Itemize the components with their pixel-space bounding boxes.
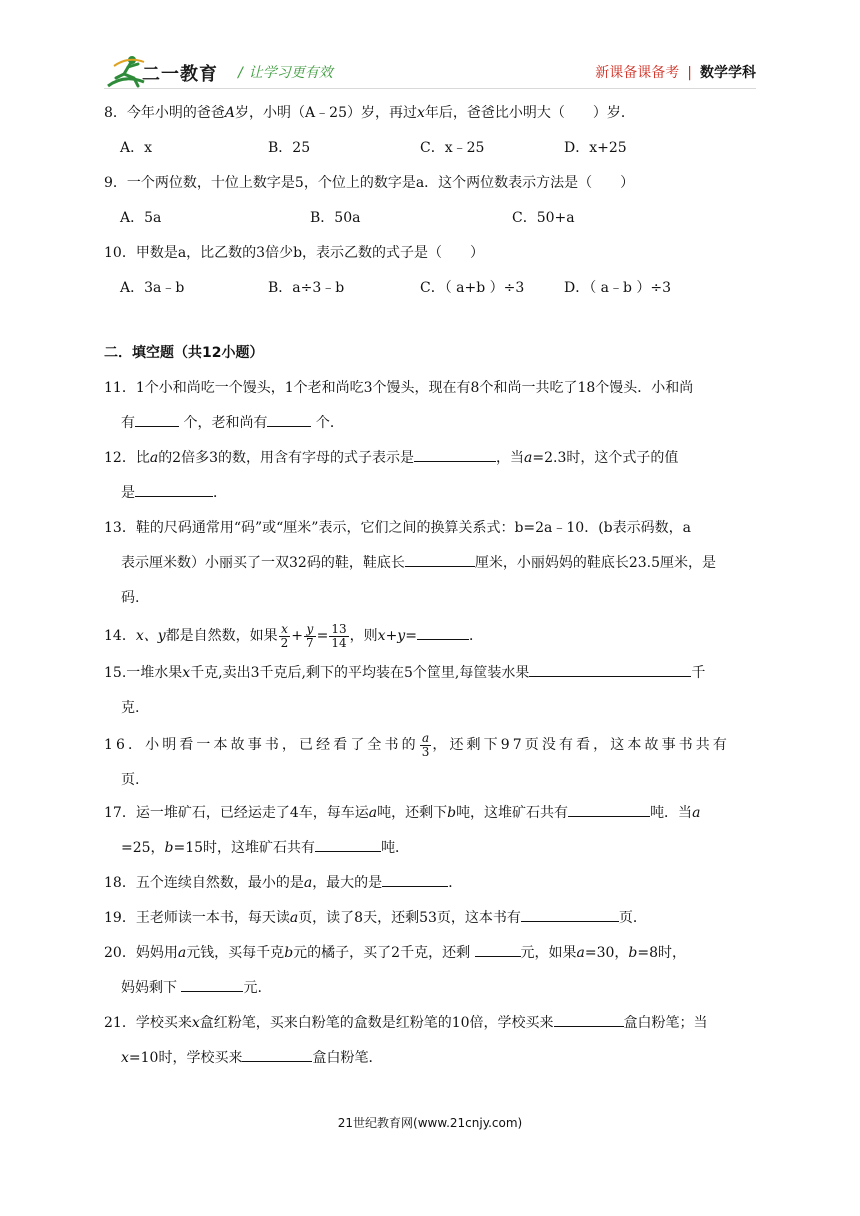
fraction: $\frac{13}{14}$ [331,621,347,650]
answer-blank[interactable] [529,660,691,677]
answer-blank[interactable] [554,1010,624,1027]
question-10-options [104,271,764,306]
question-20: 20．妈妈用a元钱，买每千克b元的橘子，买了2千克，还剩 元，如果a=30，b=8时， 妈妈剩下 元. [104,936,764,1006]
option-c[interactable]: C．（ a+b ）÷3 [420,280,525,296]
question-16: 16．小明看一本故事书，已经看了全书的 $\frac{a}{3}$ ，还剩下97页没有看，这本故事书共有 页. [104,730,730,788]
section-heading: 二．填空题（共12小题） [104,345,264,361]
slogan: / 让学习更有效 [238,65,333,81]
question-12: 12．比a的2倍多3的数，用含有字母的式子表示是 ，当a=2.3时，这个式子的值 是 ． [104,441,764,511]
question-11: 11．1个小和尚吃一个馒头，1个老和尚吃3个馒头，现在有8个和尚一共吃了18个馒头．小和尚 有 个，老和尚有 个． [104,380,694,431]
question-9: 9．一个两位数，十位上数字是5，个位上的数字是a．这个两位数表示方法是（ ） [104,175,635,191]
option-b[interactable]: B．a÷3﹣b [268,280,345,296]
answer-blank[interactable] [135,410,179,427]
answer-blank[interactable] [475,940,521,957]
question-21: 21．学校买来x盒红粉笔，买来白粉笔的盒数是红粉笔的10倍，学校买来 盒白粉笔；当 x=10时，学校买来 盒白粉笔． [104,1006,764,1076]
logo-text: 二一教育 [142,64,218,85]
answer-blank[interactable] [267,410,311,427]
option-d[interactable]: D．x+25 [564,140,627,156]
answer-blank[interactable] [417,623,469,640]
question-17: 17．运一堆矿石，已经运走了4车，每车运a吨，还剩下b吨，这堆矿石共有 吨．当a =25，b=15时，这堆矿石共有 吨． [104,796,764,866]
answer-blank[interactable] [135,480,213,497]
question-19: 19．王老师读一本书，每天读a页，读了8天，还剩53页，这本书有 页． [104,901,764,936]
option-a[interactable]: A．5a [120,210,162,226]
option-b[interactable]: B．25 [268,140,311,156]
question-8: 8．今年小明的爸爸A岁，小明（A﹣25）岁，再过x年后，爸爸比小明大（ ）岁． [104,105,635,121]
question-15: 15.一堆水果x千克,卖出3千克后,剩下的平均装在5个筐里,每筐装水果 千 克. [104,656,764,726]
option-a[interactable]: A．3a﹣b [120,280,185,296]
answer-blank[interactable] [521,905,619,922]
fraction: $\frac{x}{2}$ [280,621,289,650]
question-14: 14．x、y都是自然数，如果 $\frac{x}{2}$ + $\frac{y}{7}$ = $\frac{13}{14}$ ，则x+y= ． [104,621,483,650]
question-content [104,96,764,1076]
question-13: 13．鞋的尺码通常用“码”或“厘米”表示，它们之间的换算关系式：b=2a﹣10．(b表示码数，a 表示厘米数）小丽买了一双32码的鞋，鞋底长 厘米，小丽妈妈的鞋底长23.5厘米，是 码. [104,520,716,606]
option-c[interactable]: C．50+a [512,210,575,226]
question-8-options [104,131,764,166]
header-course-label: 新课备课备考 [595,65,680,81]
fraction: $\frac{a}{3}$ [421,730,430,759]
answer-blank[interactable] [405,550,475,567]
header-divider [104,88,756,89]
question-18: 18．五个连续自然数，最小的是a，最大的是 ． [104,866,764,901]
answer-blank[interactable] [414,445,496,462]
answer-blank[interactable] [382,870,448,887]
header-right: 新课备课备考 | 数学学科 [595,65,756,81]
option-c[interactable]: C．x﹣25 [420,140,485,156]
option-b[interactable]: B．50a [310,210,361,226]
option-a[interactable]: A．x [120,140,153,156]
page-footer: 21世纪教育网(www.21cnjy.com) [337,1116,523,1130]
option-d[interactable]: D．（ a﹣b ）÷3 [564,280,672,296]
answer-blank[interactable] [181,975,243,992]
fraction: $\frac{y}{7}$ [306,621,314,650]
answer-blank[interactable] [568,800,650,817]
question-9-options [104,201,764,236]
page-header [0,0,860,95]
question-10: 10．甲数是a，比乙数的3倍少b，表示乙数的式子是（ ） [104,245,485,261]
header-subject-label: 数学学科 [700,65,756,81]
answer-blank[interactable] [242,1045,312,1062]
answer-blank[interactable] [315,835,381,852]
